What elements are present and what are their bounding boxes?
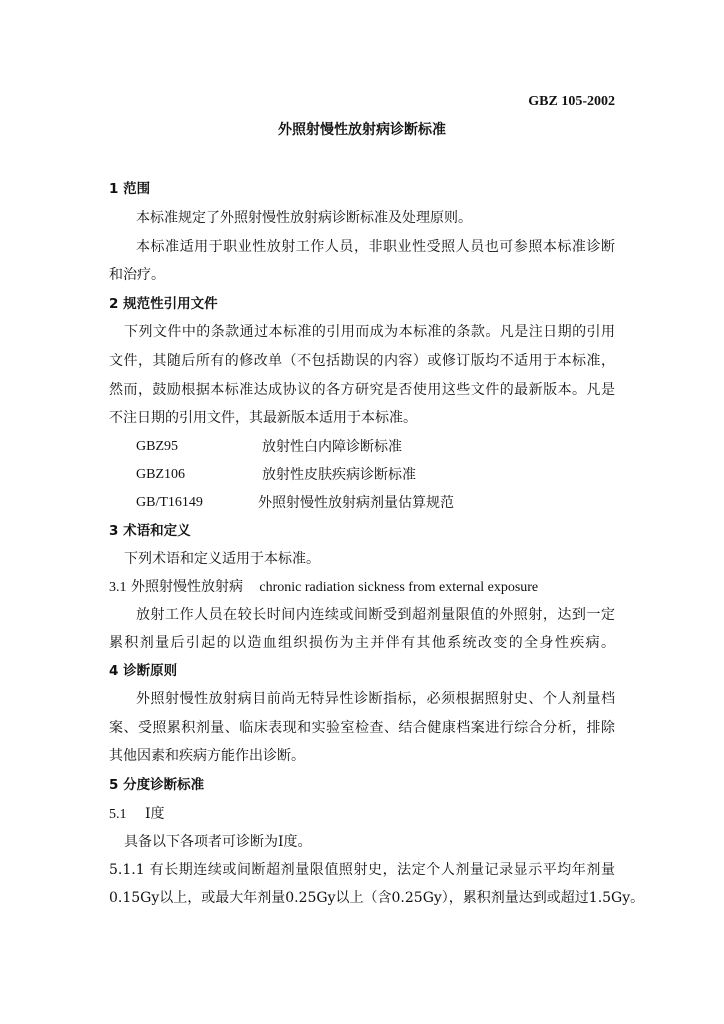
paragraph-line: 不注日期的引用文件，其最新版本适用于本标准。 — [109, 410, 417, 426]
standard-number: GBZ 105-2002 — [528, 94, 615, 109]
term-number: 3.1 — [109, 580, 127, 595]
paragraph-line: 5.1.1 有长期连续或间断超剂量限值照射史，法定个人剂量记录显示平均年剂量 — [109, 862, 615, 878]
paragraph-line: 和治疗。 — [109, 267, 165, 283]
reference-name: 放射性白内障诊断标准 — [262, 439, 402, 455]
paragraph-line: 其他因素和疾病方能作出诊断。 — [109, 748, 305, 764]
reference-name: 放射性皮肤疾病诊断标准 — [262, 467, 416, 483]
paragraph-line: 案、受照累积剂量、临床表现和实验室检查、结合健康档案进行综合分析，排除 — [109, 720, 615, 736]
paragraph-line: 下列文件中的条款通过本标准的引用而成为本标准的条款。凡是注日期的引用 — [124, 324, 615, 340]
term-line — [109, 578, 538, 598]
paragraph-line: 本标准规定了外照射慢性放射病诊断标准及处理原则。 — [136, 210, 472, 226]
subsection-number: 5.1 — [109, 807, 127, 822]
paragraph-line: 本标准适用于职业性放射工作人员，非职业性受照人员也可参照本标准诊断 — [136, 239, 615, 255]
paragraph-line: 下列术语和定义适用于本标准。 — [124, 551, 320, 567]
paragraph-line: 外照射慢性放射病目前尚无特异性诊断指标，必须根据照射史、个人剂量档 — [136, 691, 615, 707]
section-3-heading: 3 术语和定义 — [109, 523, 191, 539]
paragraph-line: 然而，鼓励根据本标准达成协议的各方研究是否使用这些文件的最新版本。凡是 — [109, 382, 615, 398]
section-2-heading: 2 规范性引用文件 — [109, 296, 218, 312]
term-english: chronic radiation sickness from external exposure — [259, 580, 539, 595]
reference-code: GBZ95 — [136, 439, 178, 454]
term-chinese: 外照射慢性放射病 — [130, 579, 243, 595]
reference-code: GBZ106 — [136, 467, 185, 482]
paragraph-line: 放射工作人员在较长时间内连续或间断受到超剂量限值的外照射，达到一定 — [136, 607, 615, 623]
section-5-heading: 5 分度诊断标准 — [109, 777, 205, 793]
section-4-heading: 4 诊断原则 — [109, 663, 178, 679]
paragraph-line: 0.15Gy以上，或最大年剂量0.25Gy以上（含0.25Gy），累积剂量达到或超过1.5Gy。 — [109, 890, 645, 906]
subsection-title: Ⅰ度 — [144, 806, 165, 822]
reference-code: GB/T16149 — [136, 495, 203, 510]
reference-name: 外照射慢性放射病剂量估算规范 — [258, 495, 454, 511]
paragraph-line: 文件，其随后所有的修改单（不包括勘误的内容）或修订版均不适用于本标准， — [109, 353, 615, 369]
paragraph-line: 具备以下各项者可诊断为Ⅰ度。 — [124, 834, 312, 850]
section-1-heading: 1 范围 — [109, 181, 151, 197]
subsection-5-1 — [109, 805, 164, 825]
document-title: 外照射慢性放射病诊断标准 — [278, 122, 446, 138]
paragraph-line: 累积剂量后引起的以造血组织损伤为主并伴有其他系统改变的全身性疾病。 — [109, 635, 615, 651]
